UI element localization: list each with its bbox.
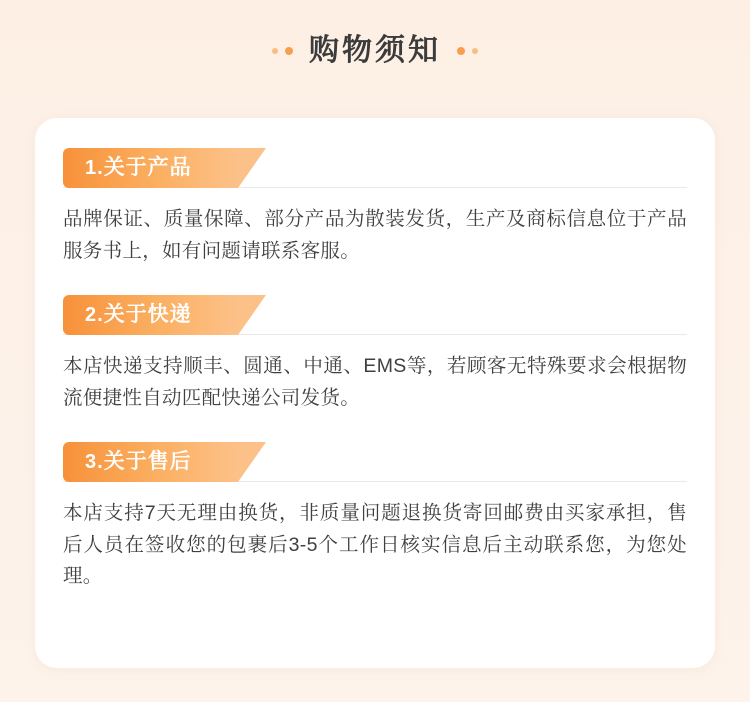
notice-card (35, 118, 715, 668)
section-number: 3. (85, 451, 104, 474)
title-decoration-right (457, 47, 478, 55)
section-number: 2. (85, 304, 104, 327)
title-decoration-left (272, 47, 293, 55)
page-header (0, 0, 750, 66)
section-body: 本店支持7天无理由换货，非质量问题退换货寄回邮费由买家承担，售后人员在签收您的包裹后3-5个工作日核实信息后主动联系您，为您处理。 (63, 502, 687, 588)
notice-section (63, 148, 687, 267)
section-heading (63, 148, 687, 188)
section-heading-label: 关于产品 (103, 156, 192, 179)
notice-section (63, 295, 687, 414)
section-heading (63, 442, 687, 482)
section-ribbon (63, 148, 238, 188)
page-title: 购物须知 (309, 34, 441, 67)
section-ribbon (63, 295, 238, 335)
section-body: 本店快递支持顺丰、圆通、中通、EMS等，若顾客无特殊要求会根据物流便捷性自动匹配快递公司发货。 (63, 355, 687, 409)
section-ribbon (63, 442, 238, 482)
section-heading-label: 关于售后 (103, 450, 192, 474)
dot-icon (472, 48, 478, 54)
notice-section (63, 442, 687, 593)
section-body: 品牌保证、质量保障、部分产品为散装发货，生产及商标信息位于产品服务书上，如有问题请联系客服。 (63, 208, 687, 262)
section-heading (63, 295, 687, 335)
dot-icon (457, 47, 465, 55)
dot-icon (285, 47, 293, 55)
section-number: 1. (85, 157, 104, 179)
section-heading-label: 关于快递 (103, 303, 192, 327)
dot-icon (272, 48, 278, 54)
